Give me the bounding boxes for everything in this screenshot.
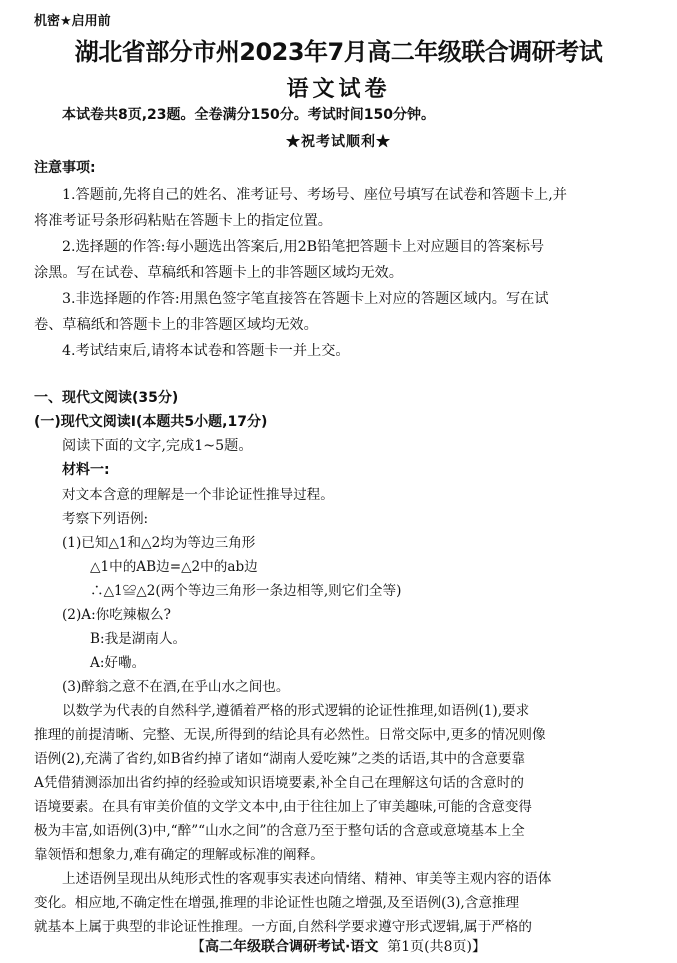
exam-title: 湖北省部分市州2023年7月高二年级联合调研考试 [74, 38, 603, 66]
subsection-heading: (一)现代文阅读Ⅰ(本题共5小题,17分) [34, 414, 268, 430]
notice-line: 涂黑。写在试卷、草稿纸和答题卡上的非答题区域均无效。 [34, 265, 403, 281]
exam-info: 本试卷共8页,23题。全卷满分150分。考试时间150分钟。 [62, 107, 435, 123]
paragraph-line: A凭借猜测添加出省约掉的经验或知识语境要素,补全自己在理解这句话的含意时的 [34, 775, 524, 791]
material-line: A:好嘞。 [90, 655, 146, 671]
notice-line: 1.答题前,先将自己的姓名、准考证号、考场号、座位号填写在试卷和答题卡上,并 [62, 187, 567, 203]
notice-line: 2.选择题的作答:每小题选出答案后,用2B铅笔把答题卡上对应题目的答案标号 [62, 239, 545, 255]
material-line: (3)醉翁之意不在酒,在乎山水之间也。 [62, 679, 290, 695]
footer-bracket-right: 】 [471, 939, 486, 955]
paragraph-line: 语例(2),充满了省约,如B省约掉了诸如“湖南人爱吃辣”之类的话语,其中的含意要靠 [34, 751, 526, 767]
material-line: (2)A:你吃辣椒么? [62, 607, 171, 623]
material-line: ∴△1≌△2(两个等边三角形一条边相等,则它们全等) [90, 583, 402, 599]
footer-page-number: 第1页(共8页) [387, 939, 472, 955]
material-line: 考察下列语例: [62, 511, 149, 527]
notice-heading: 注意事项: [34, 160, 96, 176]
notice-line: 3.非选择题的作答:用黑色签字笔直接答在答题卡上对应的答题区域内。写在试 [62, 291, 549, 307]
secret-mark: 机密★启用前 [34, 14, 111, 29]
paragraph-line: 就基本上属于典型的非论证性推理。一方面,自然科学要求遵守形式逻辑,属于严格的 [34, 919, 533, 935]
exam-wish: ★祝考试顺利★ [286, 134, 391, 150]
section-heading: 一、现代文阅读(35分) [34, 390, 179, 406]
paragraph-line: 变化。相应地,不确定性在增强,推理的非论证性也随之增强,及至语例(3),含意推理 [34, 895, 520, 911]
paragraph-line: 靠领悟和想象力,难有确定的理解或标准的阐释。 [34, 847, 324, 863]
paragraph-line: 极为丰富,如语例(3)中,“醉”“山水之间”的含意乃至于整句话的含意或意境基本上全 [34, 823, 525, 839]
paragraph-line: 推理的前提清晰、完整、无误,所得到的结论具有必然性。日常交际中,更多的情况则像 [34, 727, 546, 743]
notice-line: 将准考证号条形码粘贴在答题卡上的指定位置。 [34, 213, 332, 229]
material-line: B:我是湖南人。 [90, 631, 187, 647]
material-line: 对文本含意的理解是一个非论证性推导过程。 [62, 487, 334, 503]
paragraph-line: 以数学为代表的自然科学,遵循着严格的形式逻辑的论证性推理,如语例(1),要求 [62, 703, 530, 719]
material-label: 材料一: [62, 462, 110, 478]
material-line: △1中的AB边=△2中的ab边 [90, 559, 258, 575]
material-line: (1)已知△1和△2均为等边三角形 [62, 535, 256, 551]
notice-line: 卷、草稿纸和答题卡上的非答题区域均无效。 [34, 317, 318, 333]
paragraph-line: 上述语例呈现出从纯形式性的客观事实表述向情绪、精神、审美等主观内容的语体 [62, 871, 552, 887]
footer-bracket-left: 【 [191, 939, 205, 955]
exam-subject: 语文试卷 [286, 77, 391, 102]
page-footer [0, 936, 677, 956]
footer-exam-name: 高二年级联合调研考试·语文 [205, 939, 379, 955]
notice-line: 4.考试结束后,请将本试卷和答题卡一并上交。 [62, 343, 350, 359]
paragraph-line: 语境要素。在具有审美价值的文学文本中,由于往往加上了审美趣味,可能的含意变得 [34, 799, 533, 815]
reading-instruction: 阅读下面的文字,完成1~5题。 [62, 438, 253, 454]
